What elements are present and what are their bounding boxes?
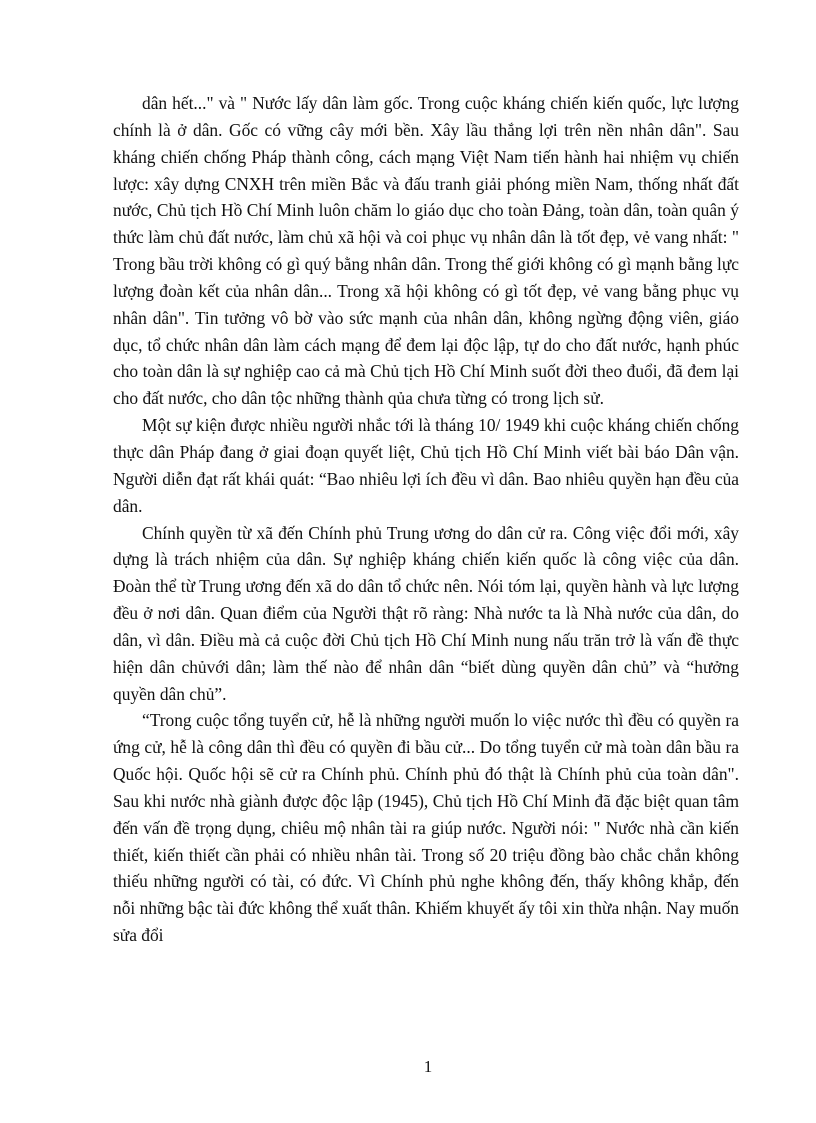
paragraph: Chính quyền từ xã đến Chính phủ Trung ương do dân cử ra. Công việc đổi mới, xây dựng là trách nhiệm của dân. Sự nghiệp kháng chiến kiến quốc là công việc của dân. Đoàn thể từ Trung ương đến xã do dân tổ chức nên. Nói tóm lại, quyền hành và lực lượng đều ở nơi dân. Quan điểm của Người thật rõ ràng: Nhà nước ta là Nhà nước của dân, do dân, vì dân. Điều mà cả cuộc đời Chủ tịch Hồ Chí Minh nung nấu trăn trở là vấn đề thực hiện dân chủvới dân; làm thế nào để nhân dân “biết dùng quyền dân chủ” và “hưởng quyền dân chủ”. bbox=[113, 522, 739, 704]
paragraph: dân hết..." và " Nước lấy dân làm gốc. Trong cuộc kháng chiến kiến quốc, lực lượng chính là ở dân. Gốc có vững cây mới bền. Xây lầu thắng lợi trên nền nhân dân". Sau kháng chiến chống Pháp thành công, cách mạng Việt Nam tiến hành hai nhiệm vụ chiến lược: xây dựng CNXH trên miền Bắc và đấu tranh giải phóng miền Nam, thống nhất đất nước, Chủ tịch Hồ Chí Minh luôn chăm lo giáo dục cho toàn Đảng, toàn dân, toàn quân ý thức làm chủ đất nước, làm chủ xã hội và coi phục vụ nhân dân là tốt đẹp, vẻ vang nhất: " Trong bầu trời không có gì quý bằng nhân dân. Trong thế giới không có gì mạnh bằng lực lượng đoàn kết của nhân dân... Trong xã hội không có gì tốt đẹp, vẻ vang bằng phục vụ nhân dân". Tin tưởng vô bờ vào sức mạnh của nhân dân, không ngừng động viên, giáo dục, tổ chức nhân dân làm cách mạng để đem lại độc lập, tự do cho đất nước, hạnh phúc cho toàn dân là sự nghiệp cao cả mà Chủ tịch Hồ Chí Minh suốt đời theo đuổi, đã đem lại cho đất nước, cho dân tộc những thành qủa chưa từng có trong lịch sử. bbox=[113, 93, 739, 409]
page-number: 1 bbox=[423, 1057, 433, 1076]
body-text bbox=[113, 90, 739, 949]
paragraph: Một sự kiện được nhiều người nhắc tới là tháng 10/ 1949 khi cuộc kháng chiến chống thực dân Pháp đang ở giai đoạn quyết liệt, Chủ tịch Hồ Chí Minh viết bài báo Dân vận. Người diễn đạt rất khái quát: “Bao nhiêu lợi ích đều vì dân. Bao nhiêu quyền hạn đều của dân. bbox=[113, 415, 739, 516]
paragraph: “Trong cuộc tổng tuyển cử, hễ là những người muốn lo việc nước thì đều có quyền ra ứng cử, hễ là công dân thì đều có quyền đi bầu cử... Do tổng tuyển cử mà toàn dân bầu ra Quốc hội. Quốc hội sẽ cử ra Chính phủ. Chính phủ đó thật là Chính phủ của toàn dân". Sau khi nước nhà giành được độc lập (1945), Chủ tịch Hồ Chí Minh đã đặc biệt quan tâm đến vấn đề trọng dụng, chiêu mộ nhân tài ra giúp nước. Người nói: " Nước nhà cần kiến thiết, kiến thiết cần phải có nhiều nhân tài. Trong số 20 triệu đồng bào chắc chắn không thiếu những người có tài, có đức. Vì Chính phủ nghe không đến, thấy không khắp, đến nỗi những bậc tài đức không thể xuất thân. Khiếm khuyết ấy tôi xin thừa nhận. Nay muốn sửa đổi bbox=[113, 710, 739, 946]
